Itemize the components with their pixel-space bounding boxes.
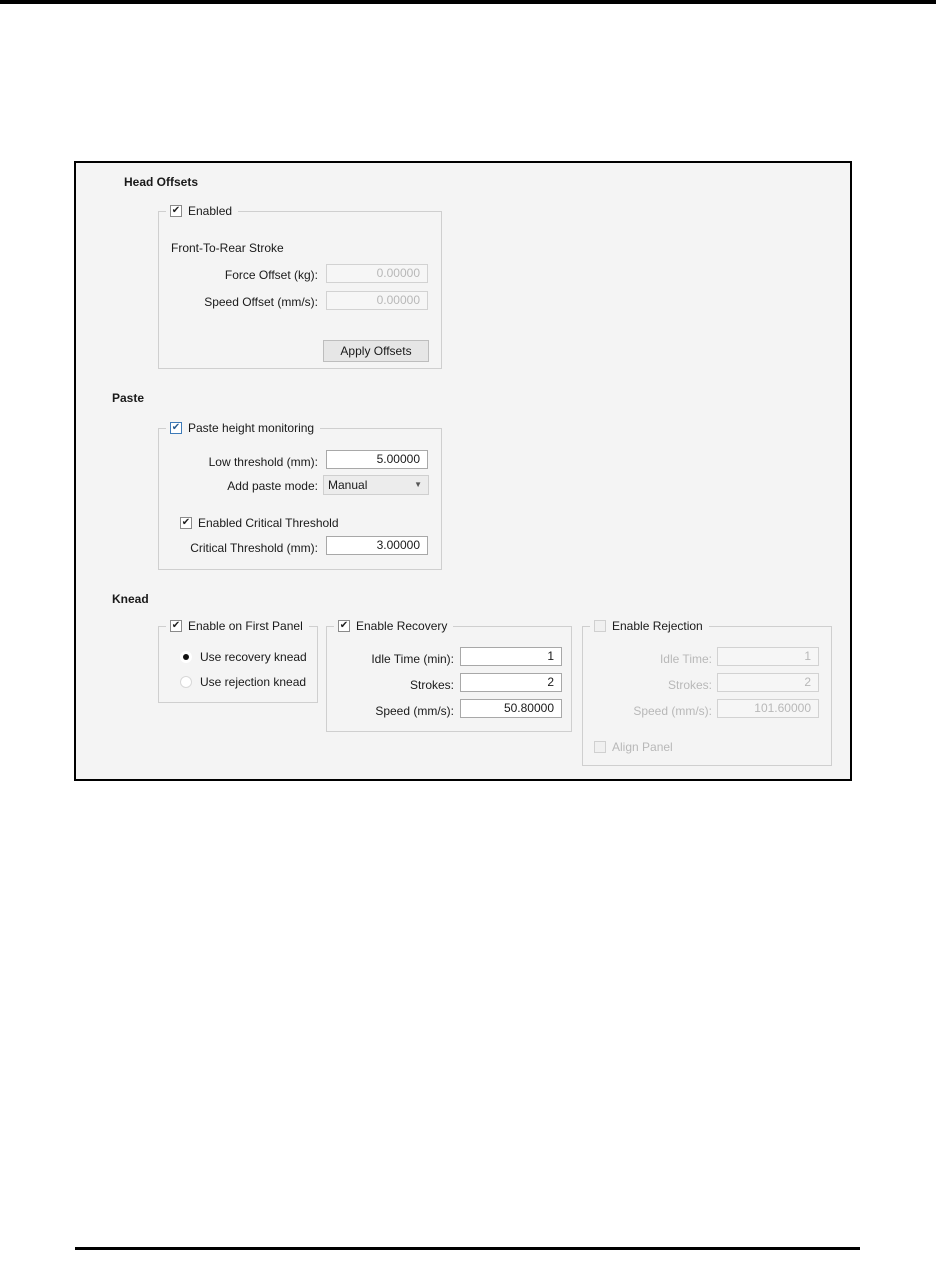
first-panel-group xyxy=(158,626,318,703)
check-icon: ✔ xyxy=(171,620,181,631)
enable-recovery-label: Enable Recovery xyxy=(356,619,448,633)
speed-offset-label: Speed Offset (mm/s): xyxy=(204,295,318,309)
rejection-strokes-field[interactable]: 2 xyxy=(717,673,819,692)
stroke-label: Front-To-Rear Stroke xyxy=(171,241,284,255)
checkbox-empty-icon xyxy=(594,620,606,632)
add-paste-mode-label: Add paste mode: xyxy=(227,479,318,493)
top-rule xyxy=(0,0,936,4)
critical-threshold-enabled-label: Enabled Critical Threshold xyxy=(198,516,339,530)
paste-monitoring-checkbox[interactable] xyxy=(166,420,320,436)
use-recovery-knead-radio[interactable] xyxy=(180,650,307,664)
critical-threshold-checkbox[interactable] xyxy=(180,516,339,530)
head-offsets-enabled-checkbox[interactable] xyxy=(166,203,238,219)
rejection-idle-time-label: Idle Time: xyxy=(659,652,712,666)
critical-threshold-label: Critical Threshold (mm): xyxy=(190,541,318,555)
rejection-strokes-label: Strokes: xyxy=(667,678,712,692)
rejection-idle-time-field[interactable]: 1 xyxy=(717,647,819,666)
align-panel-label: Align Panel xyxy=(612,740,673,754)
apply-offsets-button[interactable]: Apply Offsets xyxy=(323,340,429,362)
enable-first-panel-checkbox[interactable] xyxy=(166,618,309,634)
recovery-speed-label: Speed (mm/s): xyxy=(375,704,454,718)
checkbox-empty-icon xyxy=(594,741,606,753)
enable-rejection-checkbox[interactable] xyxy=(590,618,709,634)
use-recovery-knead-label: Use recovery knead xyxy=(200,650,307,664)
radio-unselected-icon xyxy=(180,676,192,688)
add-paste-mode-select[interactable] xyxy=(323,475,429,495)
use-rejection-knead-radio[interactable] xyxy=(180,675,306,689)
check-icon: ✔ xyxy=(171,205,181,216)
radio-selected-icon xyxy=(180,651,192,663)
recovery-idle-time-label: Idle Time (min): xyxy=(371,652,454,666)
rejection-speed-label: Speed (mm/s): xyxy=(633,704,712,718)
head-offsets-title: Head Offsets xyxy=(124,175,199,189)
enable-recovery-checkbox[interactable] xyxy=(334,618,453,634)
check-icon: ✔ xyxy=(339,620,349,631)
low-threshold-field[interactable]: 5.00000 xyxy=(326,450,428,469)
force-offset-field[interactable]: 0.00000 xyxy=(326,264,428,283)
rejection-speed-field[interactable]: 101.60000 xyxy=(717,699,819,718)
knead-title: Knead xyxy=(112,592,149,606)
paste-monitoring-label: Paste height monitoring xyxy=(188,421,315,435)
recovery-idle-time-field[interactable]: 1 xyxy=(460,647,562,666)
recovery-strokes-label: Strokes: xyxy=(409,678,454,692)
paste-title: Paste xyxy=(112,391,145,405)
enable-rejection-label: Enable Rejection xyxy=(612,619,703,633)
bottom-rule xyxy=(75,1247,860,1250)
check-icon: ✔ xyxy=(181,517,191,528)
check-icon: ✔ xyxy=(171,422,181,433)
head-offsets-enabled-label: Enabled xyxy=(188,204,233,218)
low-threshold-label: Low threshold (mm): xyxy=(208,455,318,469)
chevron-down-icon: ▼ xyxy=(414,480,422,489)
critical-threshold-field[interactable]: 3.00000 xyxy=(326,536,428,555)
enable-first-panel-label: Enable on First Panel xyxy=(188,619,303,633)
align-panel-checkbox[interactable] xyxy=(594,740,673,754)
force-offset-label: Force Offset (kg): xyxy=(224,268,318,282)
recovery-speed-field[interactable]: 50.80000 xyxy=(460,699,562,718)
add-paste-mode-value: Manual xyxy=(328,478,368,492)
use-rejection-knead-label: Use rejection knead xyxy=(200,675,307,689)
settings-panel xyxy=(74,161,852,781)
recovery-strokes-field[interactable]: 2 xyxy=(460,673,562,692)
speed-offset-field[interactable]: 0.00000 xyxy=(326,291,428,310)
